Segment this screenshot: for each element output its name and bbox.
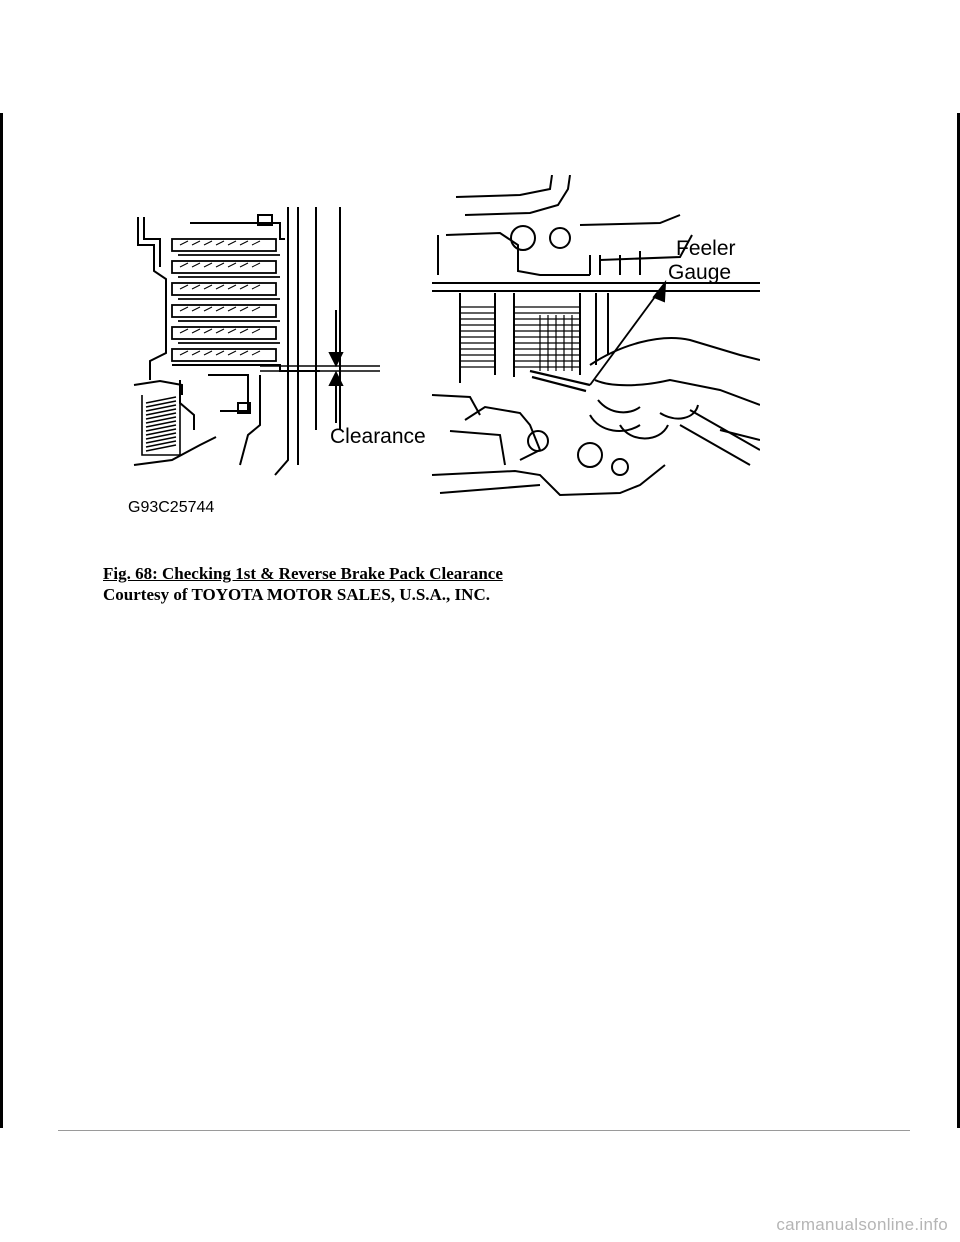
right-feeler-gauge-drawing [432,175,760,495]
figure-code: G93C25744 [128,499,215,516]
feeler-gauge-label-line2: Gauge [668,261,732,284]
brake-pack-clearance-figure [120,175,760,520]
clearance-label: Clearance [330,425,426,448]
bottom-divider [58,1130,910,1131]
figure-caption [103,563,503,605]
return-spring [142,395,180,455]
plate-stack [172,239,280,361]
site-watermark: carmanualsonline.info [776,1215,948,1234]
figure-caption-credit: Courtesy of TOYOTA MOTOR SALES, U.S.A., INC. [103,585,490,604]
left-page-border [0,113,3,1128]
feeler-gauge-label-line1: Feeler [676,237,736,260]
figure-caption-title[interactable]: Fig. 68: Checking 1st & Reverse Brake Pack Clearance [103,564,503,583]
